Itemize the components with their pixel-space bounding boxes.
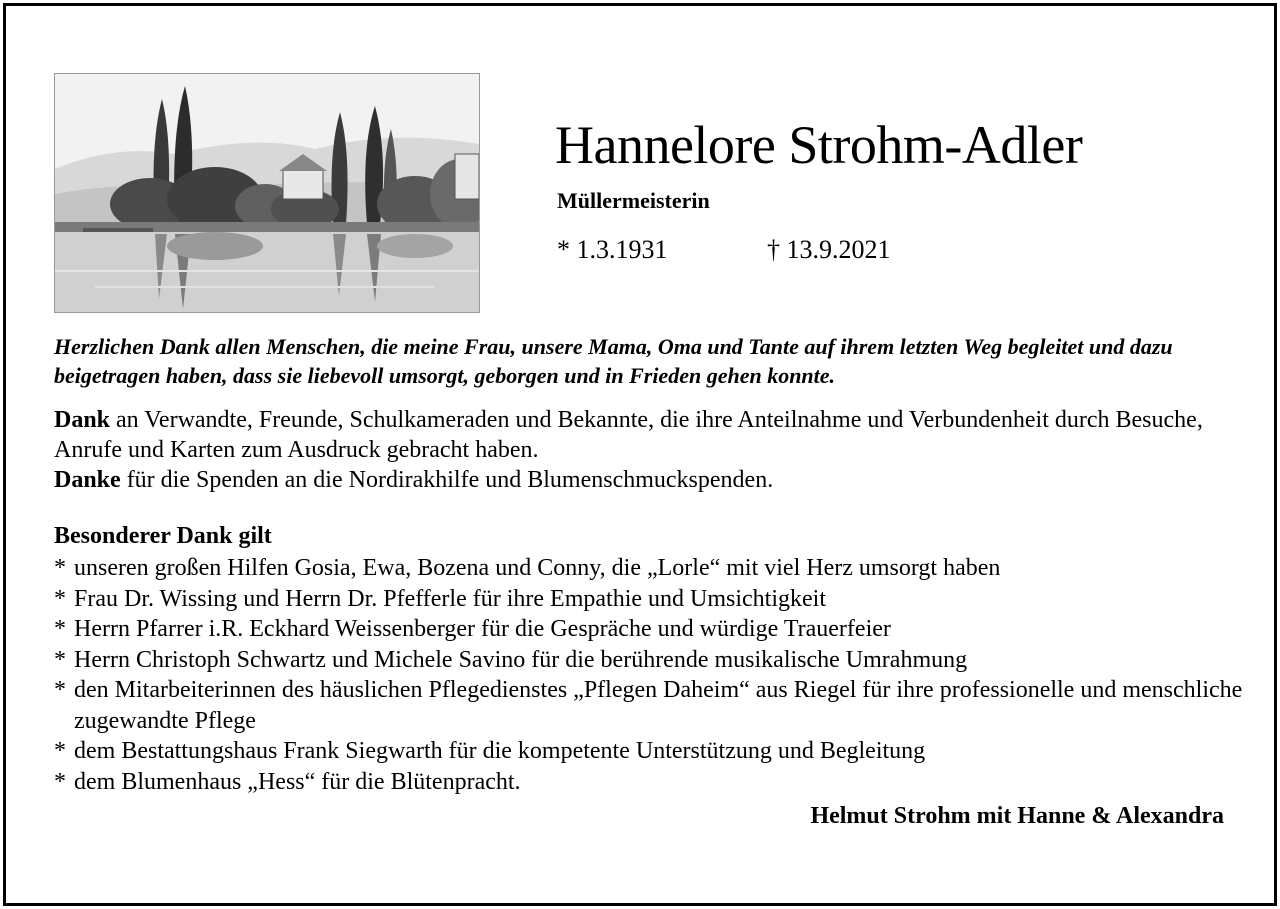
list-item: * Herrn Pfarrer i.R. Eckhard Weissenberger für die Gespräche und würdige Trauerfeier: [54, 614, 1244, 645]
list-item: * dem Blumenhaus „Hess“ für die Blütenpracht.: [54, 767, 1244, 798]
special-thanks-list: [54, 553, 1244, 797]
special-thanks-title: Besonderer Dank gilt: [54, 523, 272, 549]
intro-thanks: Herzlichen Dank allen Menschen, die meine Frau, unsere Mama, Oma und Tante auf ihrem letzten Weg begleitet und dazu beigetragen haben, dass sie liebevoll umsorgt, geborgen und in Frieden gehen konnte.: [54, 334, 1173, 388]
landscape-drawing: [54, 73, 480, 313]
thanks-lead: Danke: [54, 467, 121, 493]
thanks-block: [54, 405, 1244, 495]
list-item: * Frau Dr. Wissing und Herrn Dr. Pfefferle für ihre Empathie und Umsichtigkeit: [54, 584, 1244, 615]
thanks-text: für die Spenden an die Nordirakhilfe und Blumenschmuckspenden.: [120, 467, 774, 493]
birth-date: * 1.3.1931: [557, 235, 668, 264]
list-item: * den Mitarbeiterinnen des häuslichen Pflegedienstes „Pflegen Daheim“ aus Riegel für ihre professionelle und menschliche zugewandte Pflege: [54, 675, 1244, 736]
thanks-paragraph: [54, 405, 1244, 465]
thanks-paragraph: [54, 465, 1244, 495]
list-item: * unseren großen Hilfen Gosia, Ewa, Bozena und Conny, die „Lorle“ mit viel Herz umsorgt haben: [54, 553, 1244, 584]
thanks-lead: Dank: [54, 407, 111, 433]
profession: Müllermeisterin: [557, 188, 710, 213]
pond-trees-illustration: [55, 74, 479, 312]
list-item: * dem Bestattungshaus Frank Siegwarth für die kompetente Unterstützung und Begleitung: [54, 736, 1244, 767]
deceased-name: Hannelore Strohm-Adler: [555, 115, 1083, 175]
list-item: * Herrn Christoph Schwartz und Michele Savino für die berührende musikalische Umrahmung: [54, 645, 1244, 676]
signature: Helmut Strohm mit Hanne & Alexandra: [810, 803, 1224, 829]
life-dates: [557, 234, 891, 266]
death-date: † 13.9.2021: [767, 235, 891, 264]
thanks-text: an Verwandte, Freunde, Schulkameraden und Bekannte, die ihre Anteilnahme und Verbundenheit durch Besuche, Anrufe und Karten zum Ausdruck gebracht haben.: [54, 407, 1203, 463]
